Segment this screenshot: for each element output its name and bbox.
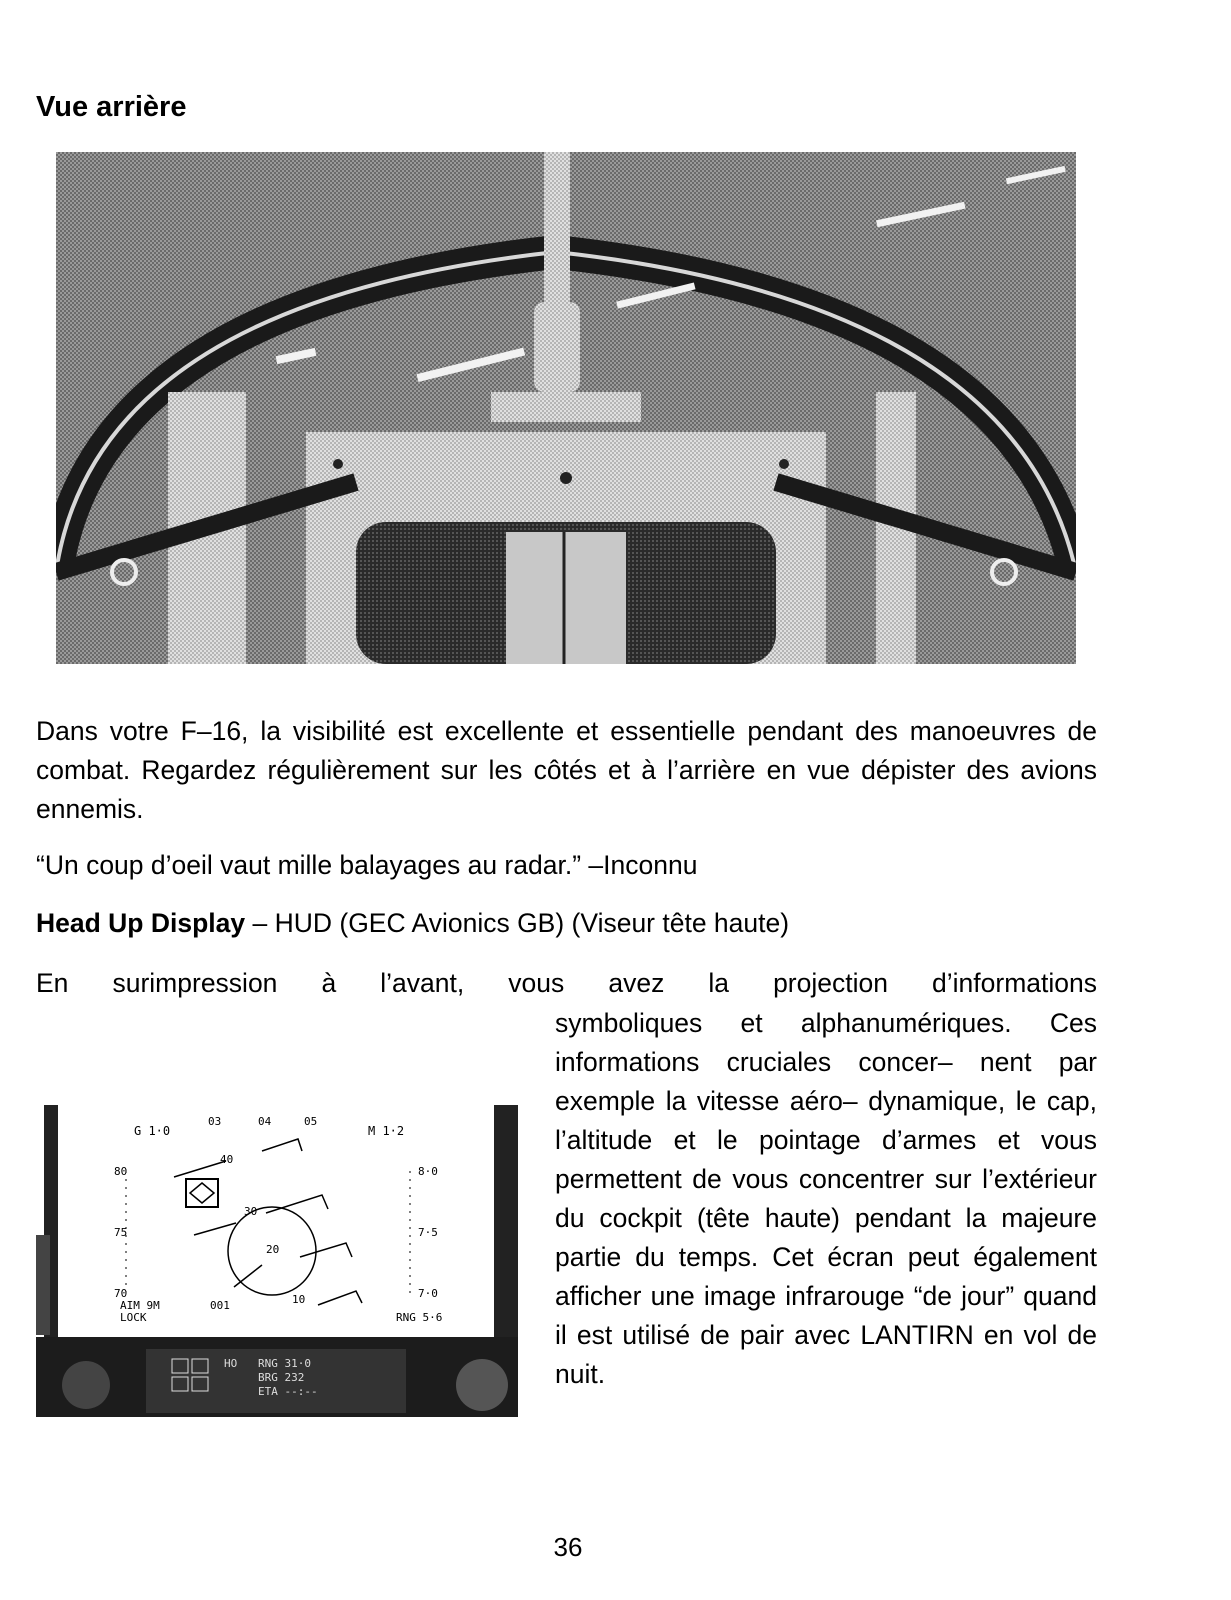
mfd-ho: HO (224, 1357, 238, 1370)
hud-paragraph-column: symboliques et alphanumériques. Ces informations cruciales concer– nent par exemple la vitesse aéro– dynamique, le cap, l’altitude et le pointage d’armes et vous permettent de vous concentrer sur l’extérieur du cockpit (tête haute) pendant la majeure partie du temps. Cet écran peut également afficher une image infrarouge “de jour” quand il est utilisé de pair avec LANTIRN en vol de nuit. (555, 1008, 1097, 1389)
hud-heading-bold: Head Up Display (36, 908, 246, 938)
hud-screenshot (36, 1105, 518, 1417)
mfd-rng: RNG 31·0 (258, 1357, 311, 1370)
page-number: 36 (553, 1532, 583, 1562)
hud-pitch-30: 30 (244, 1205, 258, 1218)
hud-pitch-20: 20 (266, 1243, 280, 1256)
hud-heading-05: 05 (304, 1115, 318, 1128)
hud-alt-7: 7·0 (418, 1287, 438, 1300)
hud-heading (36, 904, 1097, 943)
hud-speed-80: 80 (114, 1165, 128, 1178)
hud-alt-7-5: 7·5 (418, 1226, 438, 1239)
hud-speed-75: 75 (114, 1226, 128, 1239)
hud-g: G 1·0 (134, 1124, 171, 1138)
hud-pitch-10: 10 (292, 1293, 306, 1306)
hud-heading-03: 03 (208, 1115, 222, 1128)
hud-rng-mode: RNG 5·6 (396, 1311, 443, 1324)
hud-speed-70: 70 (114, 1287, 128, 1300)
hud-mach: M 1·2 (368, 1124, 405, 1138)
quote-paragraph: “Un coup d’oeil vaut mille balayages au radar.” –Inconnu (36, 850, 698, 880)
hud-heading-04: 04 (258, 1115, 272, 1128)
hud-pitch-40: 40 (220, 1153, 234, 1166)
intro-paragraph: Dans votre F–16, la visibilité est excellente et essentielle pendant des manoeuvres de combat. Regardez régulièrement sur les côtés et à l’arrière en vue dépister des avions ennemis. (36, 716, 1097, 824)
mfd-eta: ETA --:-- (258, 1385, 318, 1398)
hud-heading-rest: – HUD (GEC Avionics GB) (Viseur tête haute) (245, 908, 790, 938)
rear-view-screenshot (56, 152, 1076, 664)
hud-lock: LOCK (120, 1311, 147, 1324)
hud-weapon: AIM 9M (120, 1299, 160, 1312)
section-title: Vue arrière (36, 91, 187, 123)
mfd-brg: BRG 232 (258, 1371, 305, 1384)
hud-target-num: 001 (210, 1299, 230, 1312)
hud-illustration (36, 1105, 518, 1417)
hud-paragraph-lead: En surimpression à l’avant, vous avez la projection d’informations (36, 968, 1097, 998)
hud-alt-8: 8·0 (418, 1165, 438, 1178)
rear-view-illustration (56, 152, 1076, 664)
